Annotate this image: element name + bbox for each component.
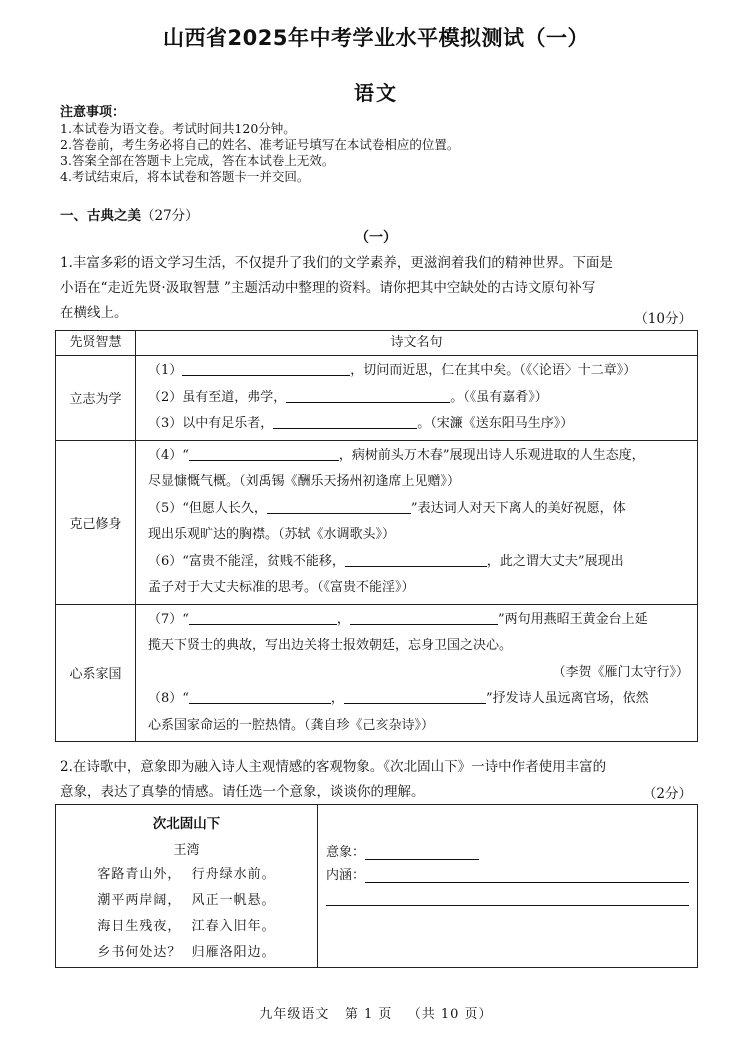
blank-item-continuation: 孟子对于大丈夫标准的思考。（《富贵不能淫》） [148,580,415,595]
notice-heading: 注意事项： [60,105,126,120]
blank-item: （5）“但愿人长久， ”表达词人对天下离人的美好祝愿，体 [148,500,626,516]
poem-line: 乡书何处达？ 归雁洛阳边。 [97,945,276,960]
q1-line: 1.丰富多彩的语文学习生活，不仅提升了我们的文学素养，更滋润着我们的精神世界。下面是 [60,255,613,271]
q2-line: 意象，表达了真挚的情感。请任选一个意象，谈谈你的理解。 [60,784,425,800]
poem-cell [56,805,318,968]
poem-title: 次北固山下 [152,816,221,832]
group-items [136,604,698,742]
meaning-row [326,860,689,883]
q2-line: 2.在诗歌中，意象即为融入诗人主观情感的客观物象。《次北固山下》一诗中作者使用丰富的 [60,759,607,775]
notice-item: 3.答案全部在答题卡上完成，答在本试卷上无效。 [60,153,335,168]
table-row [56,604,698,742]
group-items [136,356,698,441]
answer-blank[interactable] [189,446,339,461]
group-label: 克己修身 [56,440,136,604]
page-footer: 九年级语文 第 1 页 （共 10 页） [259,1007,493,1022]
blank-item: （2）虽有至道，弗学， 。（《虽有嘉肴》） [148,389,548,405]
meaning-blank[interactable] [365,868,689,883]
blank-item-continuation: 心系国家命运的一腔热情。（龚自珍《己亥杂诗》） [148,717,435,733]
q1-prompt [60,251,692,326]
blank-item: （7）“ ， ”两句用燕昭王黄金台上延 [148,611,648,627]
q2-prompt [60,755,692,805]
group-label: 立志为学 [56,356,136,441]
exam-title: 山西省2025年中考学业水平模拟测试（一） [163,26,589,50]
answer-blank[interactable] [182,361,350,376]
table-header-row [56,331,698,356]
poem-line: 客路青山外， 行舟绿水前。 [97,867,276,882]
answer-blank[interactable] [267,499,411,514]
blank-item: （3）以中有足乐者， 。（宋濂《送东阳马生序》） [148,416,574,431]
notice-item: 2.答卷前，考生务必将自己的姓名、准考证号填写在本试卷相应的位置。 [60,137,460,152]
q2-score: （2分） [642,786,692,802]
answer-blank[interactable] [189,689,331,704]
table-row [56,356,698,441]
blank-item-continuation: 尽显慷慨气概。（刘禹锡《酬乐天扬州初逢席上见赠》） [148,474,461,489]
answer-blank[interactable] [344,689,486,704]
notice-item: 1.本试卷为语文卷。考试时间共120分钟。 [60,121,296,136]
answer-blank[interactable] [273,414,417,429]
blank-item: （1） ，切问而近思，仁在其中矣。（《〈论语〉十二章》） [148,363,637,378]
imagery-row [326,837,689,860]
part-heading: （一） [355,230,397,246]
q2-table [55,804,698,968]
q1-table [55,330,698,742]
section-heading [60,204,199,224]
meaning-label: 内涵： [326,868,366,883]
q1-score: （10分） [634,311,692,327]
imagery-blank[interactable] [365,845,479,860]
answer-blank[interactable] [189,610,337,625]
blank-item: （4）“ ，病树前头万木春”展现出诗人乐观进取的人生态度， [148,447,645,463]
blank-item: （8）“ ， ”抒发诗人虽远离官场，依然 [148,691,649,706]
poem-author: 王湾 [173,843,200,858]
section-score: （27分） [141,208,199,224]
table-row [56,440,698,604]
answer-blank[interactable] [345,552,487,567]
blank-item-continuation: 揽天下贤士的典故，写出边关将士报效朝廷，忘身卫国之决心。 [148,638,513,653]
meaning-blank[interactable] [326,891,689,906]
poem-line: 潮平两岸阔， 风正一帆悬。 [97,893,276,908]
answer-cell [318,805,698,968]
blank-item-continuation: 现出乐观旷达的胸襟。（苏轼《水调歌头》） [148,527,396,542]
quote-source: （李贺《雁门太守行》） [552,664,689,680]
blank-item: （6）“富贵不能淫，贫贱不能移， ，此之谓大丈夫”展现出 [148,553,624,569]
meaning-row-2 [326,883,689,906]
notice-item: 4.考试结束后，将本试卷和答题卡一并交回。 [60,169,310,184]
q1-line: 在横线上。 [60,305,128,321]
section-title: 一、古典之美 [60,208,141,224]
group-items [136,440,698,604]
exam-subject: 语文 [354,81,398,105]
answer-blank[interactable] [286,388,450,403]
group-label: 心系家国 [56,604,136,742]
col-header-quotes: 诗文名句 [136,331,698,356]
col-header-wisdom: 先贤智慧 [56,331,136,356]
answer-blank[interactable] [350,610,498,625]
imagery-label: 意象： [326,845,366,860]
poem-line: 海日生残夜， 江春入旧年。 [97,919,276,934]
q1-line: 小语在“走近先贤·汲取智慧 ”主题活动中整理的资料。请你把其中空缺处的古诗文原句补写 [60,280,596,296]
notice-block [60,105,459,185]
